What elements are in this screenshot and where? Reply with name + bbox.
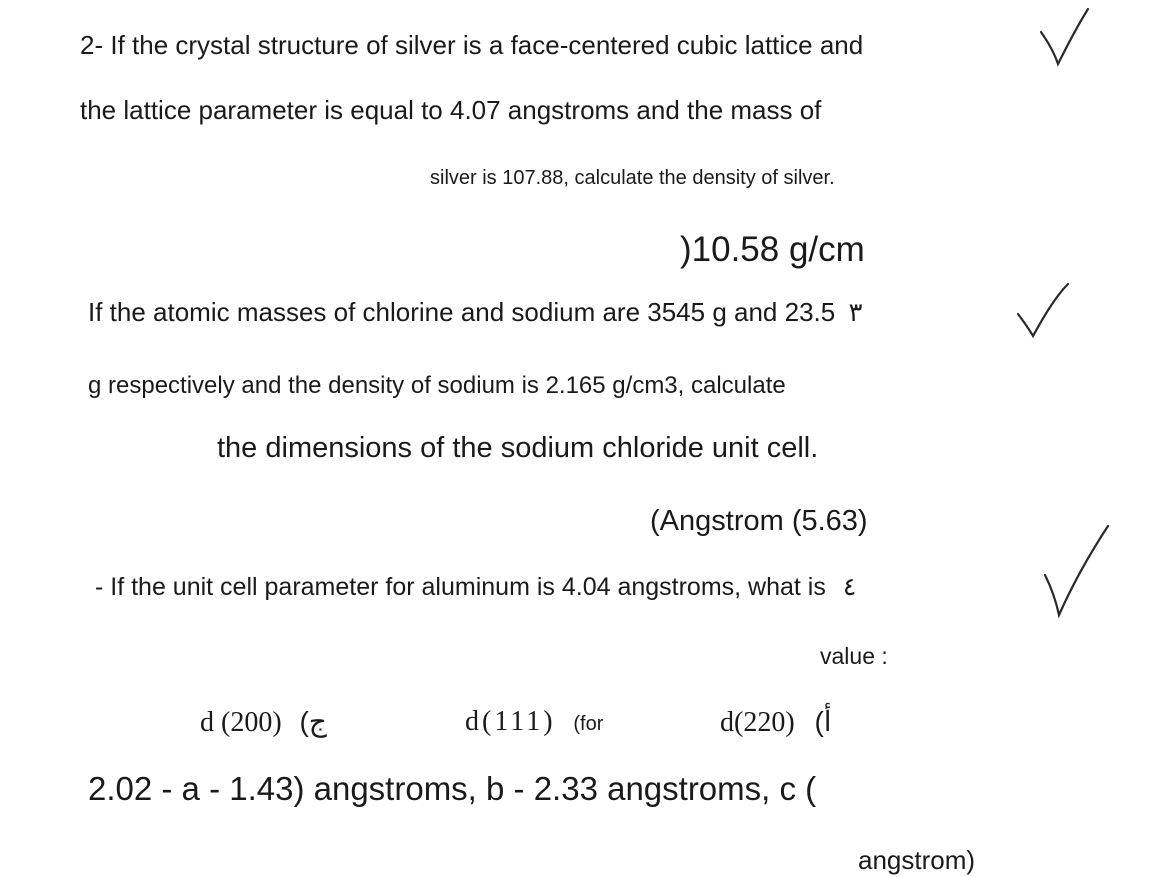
- q4-line-1: [95, 572, 856, 602]
- d111-mark: (for: [573, 713, 604, 735]
- d200-label: d (200): [200, 707, 282, 738]
- q2-answer: )10.58 g/cm: [680, 230, 865, 269]
- d200-mark: (ج: [299, 706, 327, 737]
- q2-line-2: the lattice parameter is equal to 4.07 angstroms and the mass of: [80, 95, 822, 125]
- q3-line-3: the dimensions of the sodium chloride unit cell.: [217, 432, 819, 464]
- q3-answer: (Angstrom (5.63): [650, 505, 868, 537]
- q3-line-1-text: If the atomic masses of chlorine and sodium are 3545 g and 23.5: [88, 297, 836, 327]
- q4-answer-end: angstrom): [858, 845, 976, 875]
- q2-line-3: silver is 107.88, calculate the density of silver.: [430, 167, 835, 189]
- q4-answer-line: 2.02 - a - 1.43) angstroms, b - 2.33 angstroms, c (: [88, 770, 817, 807]
- d111-label: d(111): [465, 706, 556, 737]
- checkmark-icon: [1040, 520, 1115, 620]
- q3-line-1: [88, 297, 862, 328]
- q3-line-2: g respectively and the density of sodium is 2.165 g/cm3, calculate: [88, 372, 786, 399]
- q4-item-d220: [720, 705, 832, 739]
- q4-line-1-text: - If the unit cell parameter for aluminum is 4.04 angstroms, what is: [95, 573, 826, 601]
- checkmark-icon: [1012, 280, 1077, 340]
- d220-label: d(220): [720, 707, 795, 738]
- question-number: ٣: [848, 297, 863, 327]
- q2-line-1: 2- If the crystal structure of silver is a face-centered cubic lattice and: [80, 30, 864, 60]
- q4-item-d111: [465, 705, 603, 738]
- question-number: ٤: [842, 573, 857, 601]
- q4-item-d200: [200, 705, 327, 739]
- q4-line-2: value :: [820, 643, 888, 669]
- d220-mark: (أ: [814, 706, 832, 737]
- checkmark-icon: [1035, 5, 1095, 70]
